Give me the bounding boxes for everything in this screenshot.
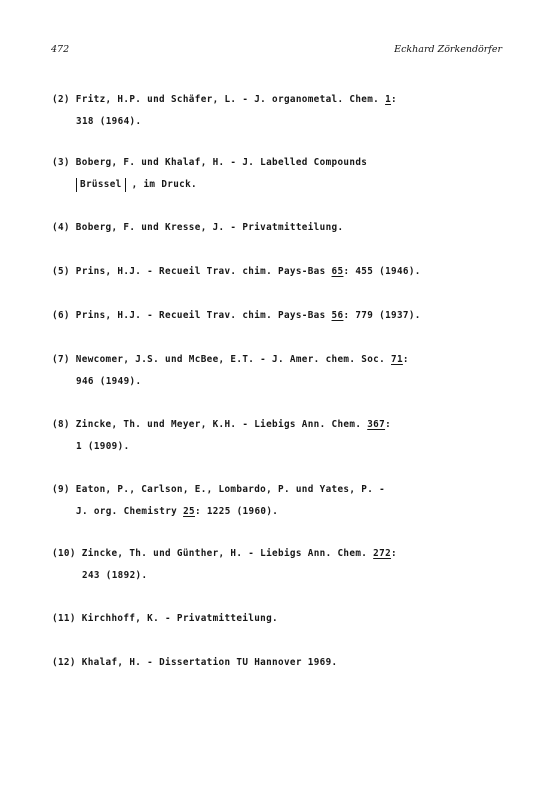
reference-number: (6) (52, 310, 70, 321)
reference-number: (5) (52, 266, 70, 277)
reference-text: Prins, H.J. - Recueil Trav. chim. Pays-Bas (75, 266, 332, 277)
reference-text: : (402, 354, 409, 365)
reference-text: J. org. Chemistry (76, 506, 184, 517)
volume-number: 272 (373, 548, 392, 559)
reference-text: : 779 (1937). (343, 310, 421, 321)
reference-text: Prins, H.J. - Recueil Trav. chim. Pays-Bas (75, 310, 332, 321)
reference-continuation: 946 (1949). (76, 376, 142, 387)
page-number: 472 (51, 44, 70, 55)
reference-4 (52, 217, 343, 239)
reference-continuation: 318 (1964). (76, 116, 142, 127)
reference-text: : (385, 419, 392, 430)
volume-number: 56 (331, 310, 344, 321)
volume-number: 71 (391, 354, 403, 365)
reference-text: Boberg, F. und Khalaf, H. - J. Labelled Compounds (75, 157, 368, 168)
reference-12 (52, 652, 337, 674)
reference-text: Newcomer, J.S. und McBee, E.T. - J. Amer. chem. Soc. (75, 354, 391, 365)
reference-text: : (391, 94, 397, 105)
reference-number: (3) (52, 157, 70, 168)
reference-number: (11) (52, 613, 76, 624)
reference-text: : 455 (1946). (343, 266, 421, 277)
reference-3 (52, 152, 367, 196)
volume-number: 1 (385, 94, 392, 105)
reference-5 (52, 261, 421, 283)
reference-text: Fritz, H.P. und Schäfer, L. - J. organometal. Chem. (75, 94, 386, 105)
reference-number: (2) (52, 94, 70, 105)
volume-number: 65 (331, 266, 344, 277)
reference-continuation (52, 174, 367, 196)
reference-number: (12) (52, 657, 76, 668)
reference-text: , im Druck. (125, 179, 198, 190)
reference-number: (10) (52, 548, 76, 559)
reference-number: (8) (52, 419, 70, 430)
reference-2 (52, 89, 397, 133)
running-head: Eckhard Zörkendörfer (394, 44, 502, 55)
reference-continuation: 1 (1909). (76, 441, 130, 452)
reference-8 (52, 414, 391, 458)
volume-number: 367 (367, 419, 386, 430)
reference-6 (52, 305, 421, 327)
reference-continuation (52, 501, 385, 523)
reference-continuation: 243 (1892). (82, 570, 148, 581)
reference-text: : 1225 (1960). (194, 506, 279, 517)
reference-number: (4) (52, 222, 70, 233)
reference-11 (52, 608, 278, 630)
reference-text: : (391, 548, 397, 559)
reference-text: Zincke, Th. und Günther, H. - Liebigs Ann. Chem. (81, 548, 374, 559)
reference-text: Eaton, P., Carlson, E., Lombardo, P. und Yates, P. - (75, 484, 386, 495)
volume-number: 25 (183, 506, 195, 517)
reference-9 (52, 479, 385, 523)
reference-number: (7) (52, 354, 70, 365)
reference-text: Zincke, Th. und Meyer, K.H. - Liebigs Ann. Chem. (75, 419, 368, 430)
bracketed-note: Brüssel (76, 178, 126, 192)
reference-10 (52, 543, 397, 587)
reference-text: Khalaf, H. - Dissertation TU Hannover 1969. (81, 657, 338, 668)
reference-7 (52, 349, 409, 393)
reference-text: Kirchhoff, K. - Privatmitteilung. (81, 613, 279, 624)
reference-number: (9) (52, 484, 70, 495)
reference-text: Boberg, F. und Kresse, J. - Privatmitteilung. (75, 222, 344, 233)
